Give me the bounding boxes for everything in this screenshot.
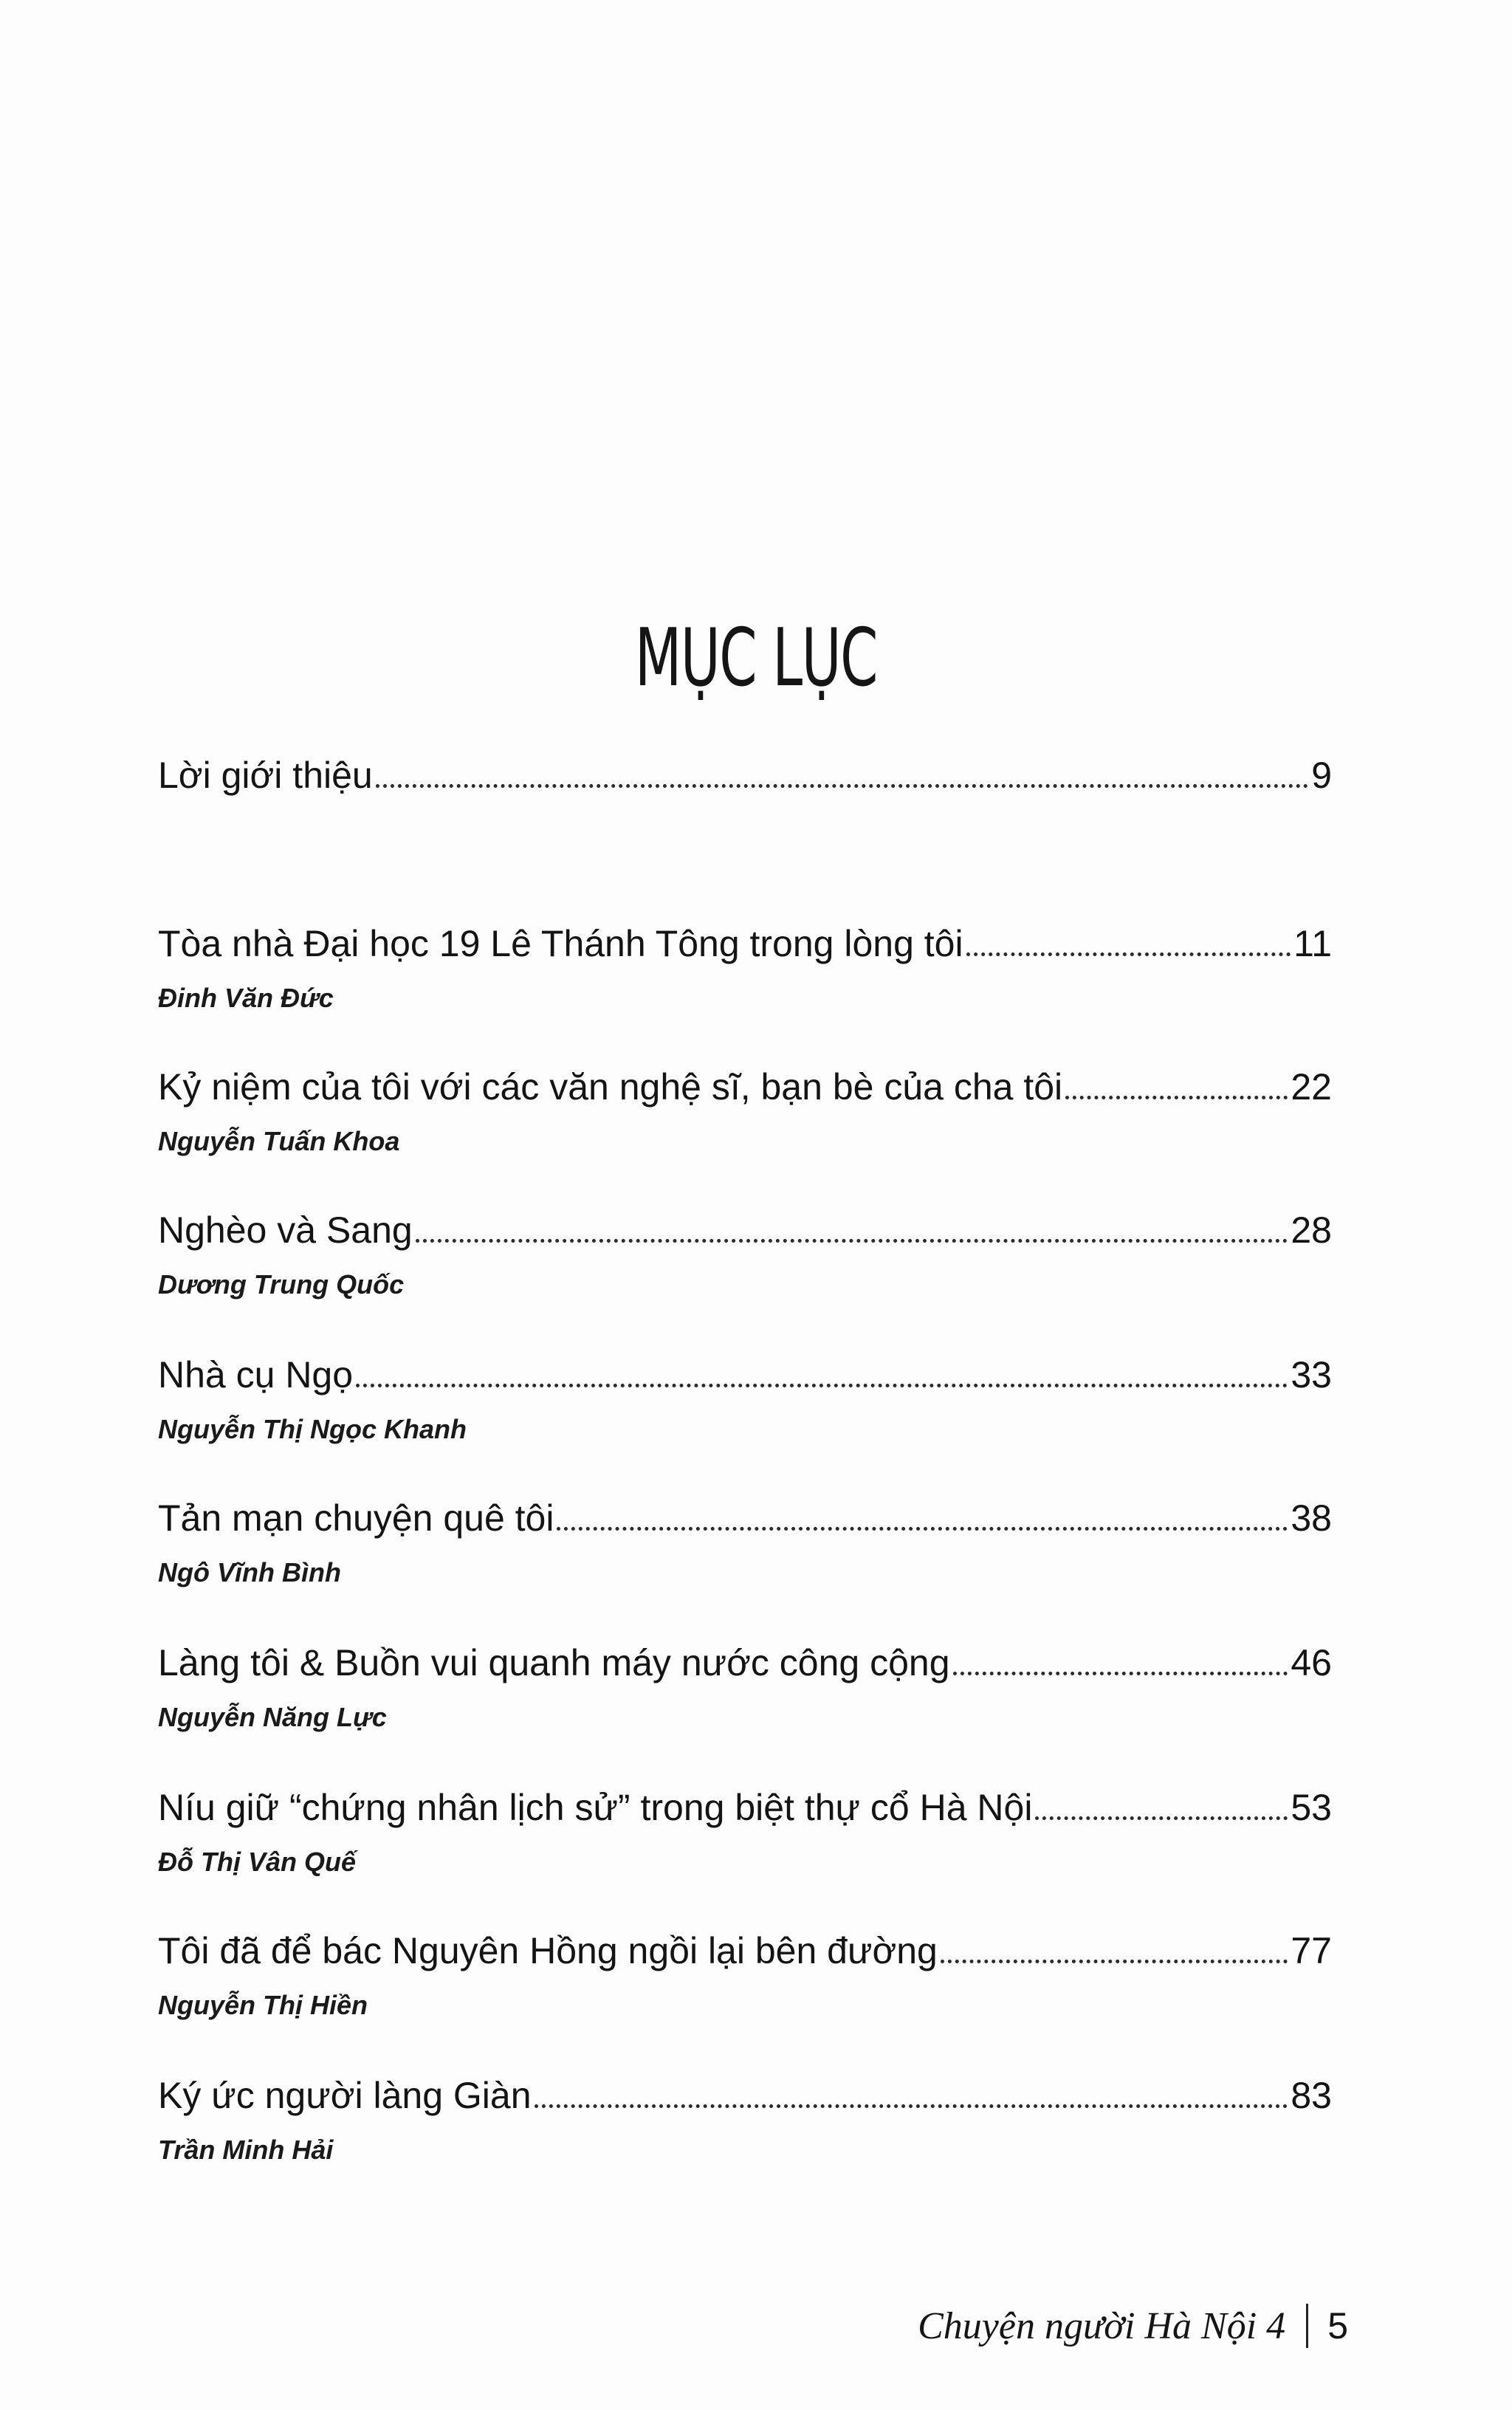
footer-book-title: Chuyện người Hà Nội 4 — [918, 2304, 1286, 2347]
footer-divider — [1306, 2304, 1308, 2348]
toc-entry — [158, 1496, 1332, 1589]
page-footer — [918, 2304, 1348, 2348]
entry-author: Đỗ Thị Vân Quế — [158, 1847, 357, 1877]
entry-page-number: 22 — [1291, 1066, 1332, 1108]
entry-title: Làng tôi & Buồn vui quanh máy nước công cộng — [158, 1642, 950, 1683]
toc-entry-line — [158, 1929, 1332, 1973]
footer-page-number: 5 — [1327, 2305, 1348, 2347]
entry-page-number: 11 — [1293, 923, 1332, 964]
toc-entry-line — [158, 1785, 1332, 1830]
dot-leader — [535, 2104, 1288, 2108]
entry-title: Níu giữ “chứng nhân lịch sử” trong biệt thự cổ Hà Nội — [158, 1787, 1033, 1828]
toc-entry-line — [158, 1641, 1332, 1685]
entry-page-number: 46 — [1291, 1642, 1332, 1683]
toc-entry-line — [158, 753, 1332, 797]
dot-leader — [557, 1527, 1288, 1531]
entry-title: Tản mạn chuyện quê tôi — [158, 1497, 554, 1539]
page-title: MỤC LỤC — [634, 612, 878, 704]
toc-entry — [158, 1065, 1332, 1158]
toc-entry-line — [158, 1353, 1332, 1397]
toc-entry — [158, 1929, 1332, 2022]
entry-page-number: 77 — [1291, 1930, 1332, 1971]
toc-entry-line — [158, 1065, 1332, 1109]
entry-page-number: 28 — [1291, 1209, 1332, 1251]
entry-page-number: 53 — [1291, 1787, 1332, 1828]
entry-author: Dương Trung Quốc — [158, 1269, 405, 1300]
entry-page-number: 9 — [1311, 755, 1332, 796]
entry-title: Tôi đã để bác Nguyên Hồng ngồi lại bên đường — [158, 1930, 938, 1971]
entry-author: Đinh Văn Đức — [158, 983, 334, 1013]
entry-author: Nguyễn Năng Lực — [158, 1702, 387, 1732]
toc-entry — [158, 1641, 1332, 1734]
toc-entry — [158, 2073, 1332, 2166]
entry-title: Tòa nhà Đại học 19 Lê Thánh Tông trong lòng tôi — [158, 923, 963, 964]
toc-entry — [158, 1353, 1332, 1446]
dot-leader — [356, 1384, 1288, 1387]
toc-entry — [158, 921, 1332, 1015]
toc-entry-line — [158, 2073, 1332, 2118]
dot-leader — [953, 1672, 1288, 1675]
dot-leader — [1065, 1096, 1288, 1099]
entry-title: Kỷ niệm của tôi với các văn nghệ sĩ, bạn bè của cha tôi — [158, 1066, 1063, 1108]
entry-page-number: 33 — [1291, 1354, 1332, 1395]
entry-title: Nhà cụ Ngọ — [158, 1354, 354, 1395]
dot-leader — [416, 1239, 1288, 1243]
entry-author: Ngô Vĩnh Bình — [158, 1557, 341, 1587]
entry-title: Lời giới thiệu — [158, 755, 373, 796]
entry-title: Ký ức người làng Giàn — [158, 2075, 532, 2116]
entry-title: Nghèo và Sang — [158, 1209, 413, 1251]
toc-entry — [158, 1208, 1332, 1301]
entry-author: Nguyễn Tuấn Khoa — [158, 1126, 400, 1156]
dot-leader — [966, 952, 1291, 956]
toc-entry — [158, 753, 1332, 797]
dot-leader — [1035, 1816, 1288, 1820]
toc-entry-line — [158, 921, 1332, 966]
entry-author: Nguyễn Thị Ngọc Khanh — [158, 1414, 467, 1444]
dot-leader — [941, 1960, 1288, 1963]
dot-leader — [376, 784, 1308, 788]
entry-page-number: 83 — [1291, 2075, 1332, 2116]
toc-entry — [158, 1785, 1332, 1878]
entry-page-number: 38 — [1291, 1497, 1332, 1539]
entry-author: Trần Minh Hải — [158, 2135, 334, 2165]
toc-entry-line — [158, 1208, 1332, 1252]
entry-author: Nguyễn Thị Hiền — [158, 1990, 368, 2020]
toc-entry-line — [158, 1496, 1332, 1540]
